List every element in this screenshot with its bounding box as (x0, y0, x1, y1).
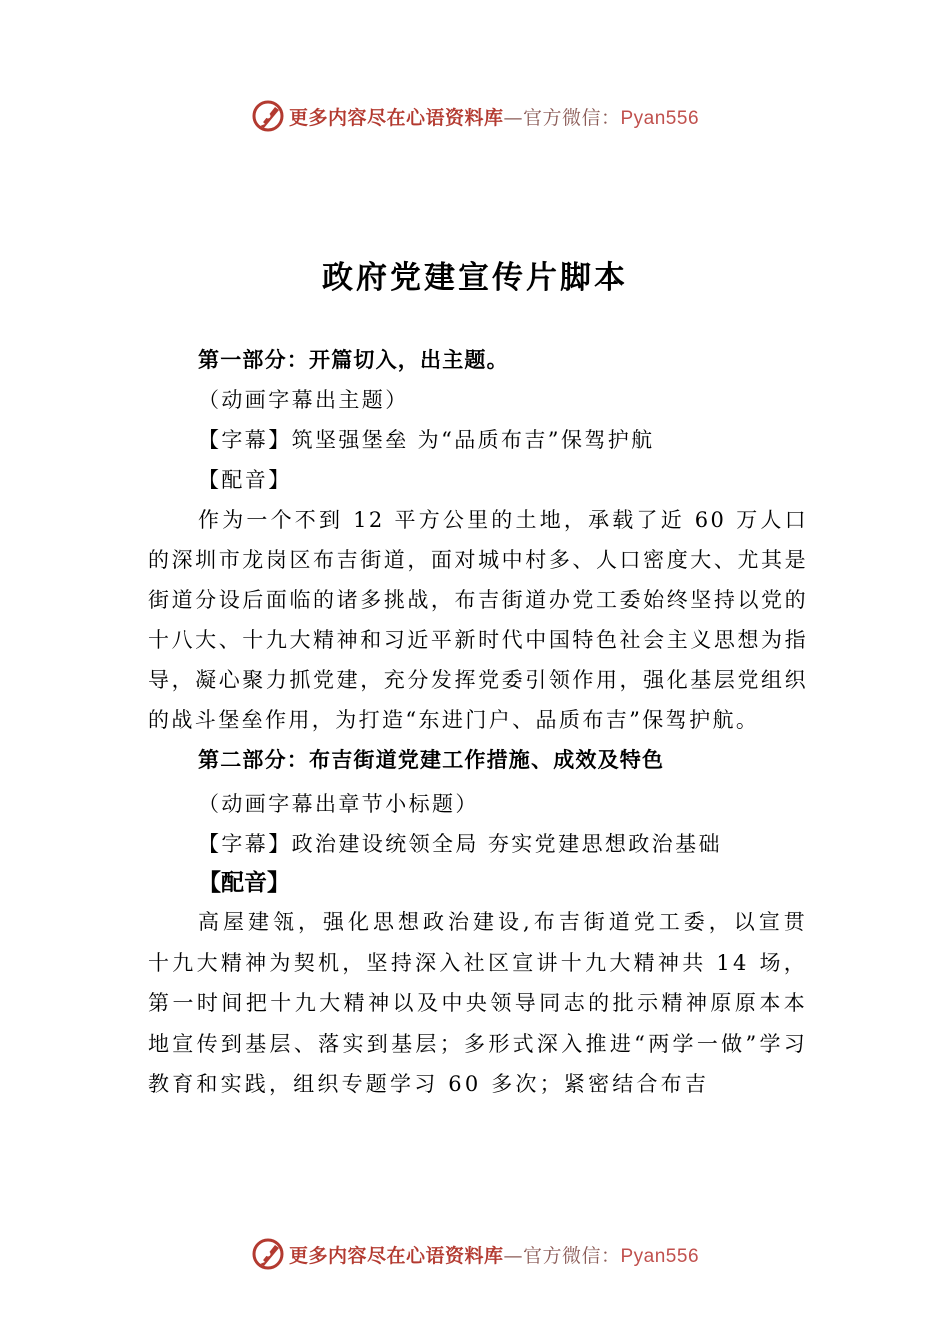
watermark-text: 更多内容尽在心语资料库—官方微信：Pyan556 (288, 1244, 700, 1267)
pen-logo-icon (251, 1237, 285, 1271)
part1-animation-note: （动画字幕出主题） (198, 388, 409, 412)
part1-body-paragraph: 作为一个不到 12 平方公里的土地，承载了近 60 万人口的深圳市龙岗区布吉街道，面对城中村多、人口密度大、尤其是街道分设后面临的诸多挑战，布吉街道办党工委始终坚持以党的十八大、十九大精神和习近平新时代中国特色社会主义思想为指导，凝心聚力抓党建，充分发挥党委引领作用，强化基层党组织的战斗堡垒作用，为打造“东进门户、品质布吉”保驾护航。 (148, 508, 808, 732)
part2-animation-note: （动画字幕出章节小标题） (198, 792, 479, 816)
part2-subtitle: 【字幕】政治建设统领全局 夯实党建思想政治基础 (198, 832, 722, 856)
part2-body-paragraph: 高屋建瓴，强化思想政治建设,布吉街道党工委，以宣贯十九大精神为契机，坚持深入社区宣讲十九大精神共 14 场，第一时间把十九大精神以及中央领导同志的批示精神原原本本地宣传到基层、落实到基层；多形式深入推进“两学一做”学习教育和实践，组织专题学习 60 多次；紧密结合布吉 (148, 910, 808, 1096)
part2-dubbing-label: 【配音】 (198, 870, 290, 896)
document-title: 政府党建宣传片脚本 (322, 260, 628, 296)
watermark-footer (0, 1234, 950, 1274)
part1-dubbing-label: 【配音】 (198, 468, 292, 492)
part1-heading: 第一部分：开篇切入，出主题。 (198, 347, 509, 372)
part1-subtitle: 【字幕】筑坚强堡垒 为“品质布吉”保驾护航 (198, 428, 655, 452)
pen-logo-icon (251, 99, 285, 133)
watermark-text: 更多内容尽在心语资料库—官方微信：Pyan556 (288, 106, 700, 129)
part2-heading: 第二部分：布吉街道党建工作措施、成效及特色 (198, 747, 665, 772)
document-body (148, 340, 808, 1105)
watermark-header (0, 96, 950, 136)
